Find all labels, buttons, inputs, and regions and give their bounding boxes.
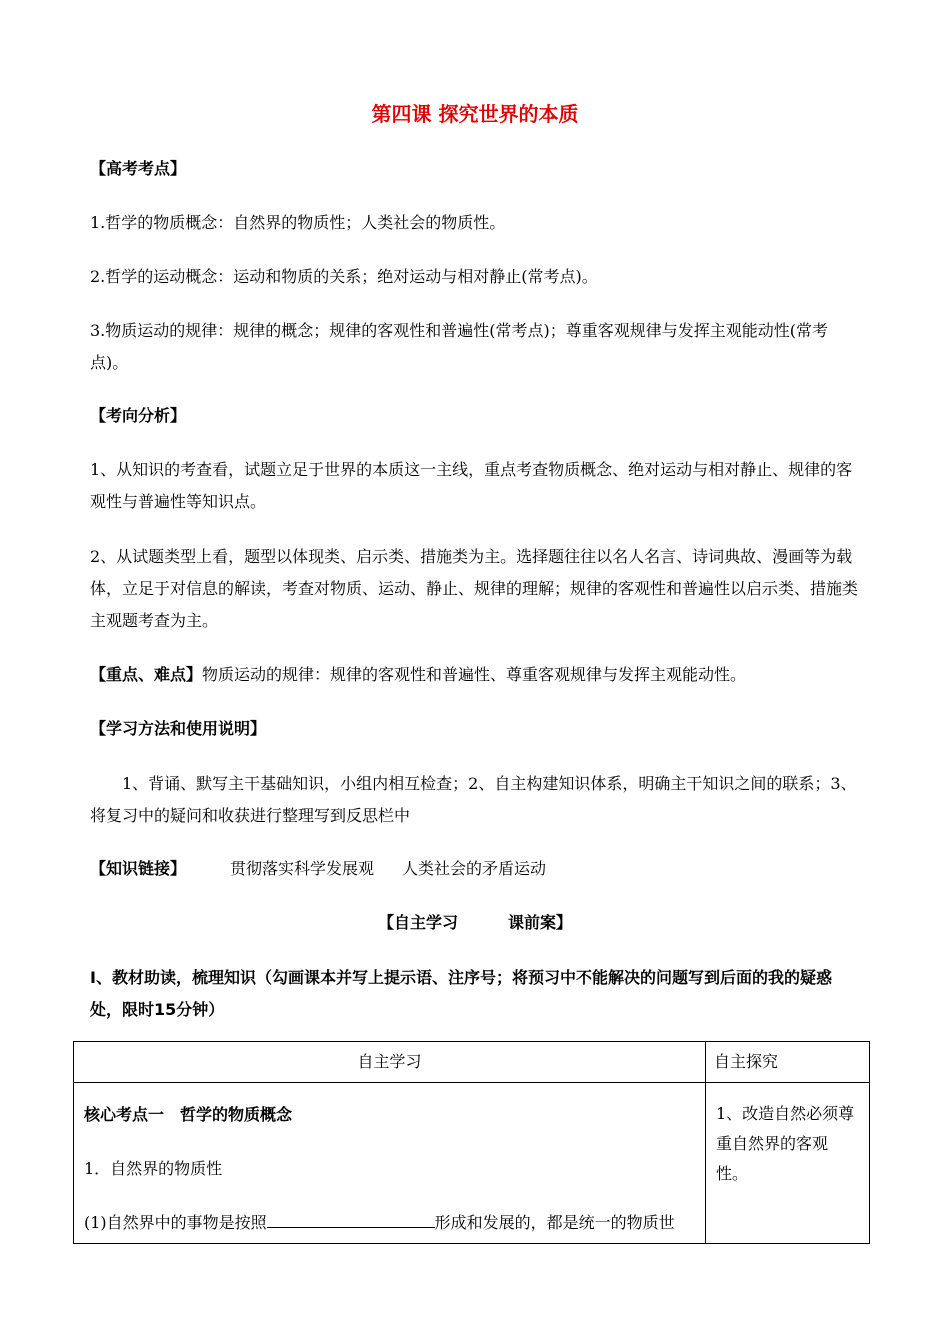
fill-in-blank[interactable] xyxy=(267,1209,435,1228)
analysis-header: 【考向分析】 xyxy=(90,406,187,425)
key-points-label: 【重点、难点】 xyxy=(90,665,203,684)
study-item-2-after: 形成和发展的，都是统一的物质世 xyxy=(434,1213,675,1232)
self-study-cell xyxy=(74,1083,706,1244)
knowledge-link-label: 【知识链接】 xyxy=(90,859,187,878)
study-item-2 xyxy=(84,1207,695,1239)
self-explore-cell xyxy=(706,1083,870,1244)
self-study-heading-left: 【自主学习 xyxy=(377,913,458,932)
self-study-heading xyxy=(0,907,950,939)
explore-text: 1、改造自然必须尊重自然界的客观性。 xyxy=(716,1104,855,1183)
method-header: 【学习方法和使用说明】 xyxy=(90,719,267,738)
knowledge-link-item: 贯彻落实科学发展观 xyxy=(230,859,375,878)
study-item-1: 1．自然界的物质性 xyxy=(84,1159,223,1178)
analysis-2: 2、从试题类型上看，题型以体现类、启示类、措施类为主。选择题往往以名人名言、诗词典故、漫画等为载体，立足于对信息的解读，考查对物质、运动、静止、规律的理解；规律的客观性和普遍性以启示类、措施类主观题考查为主。 xyxy=(90,547,859,630)
table-header-self-explore: 自主探究 xyxy=(706,1042,870,1083)
page-title: 第四课 探究世界的本质 xyxy=(371,102,579,126)
knowledge-link-item: 人类社会的矛盾运动 xyxy=(402,859,547,878)
key-points-text: 物质运动的规律：规律的客观性和普遍性、尊重客观规律与发挥主观能动性。 xyxy=(202,665,747,684)
key-points xyxy=(90,659,860,691)
table-header-self-study: 自主学习 xyxy=(74,1042,706,1083)
exam-points-header: 【高考考点】 xyxy=(90,159,187,178)
method-text: 1、背诵、默写主干基础知识，小组内相互检查；2、自主构建知识体系，明确主干知识之间的联系；3、将复习中的疑问和收获进行整理写到反思栏中 xyxy=(90,774,857,825)
study-instruction: I、教材助读，梳理知识（勾画课本并写上提示语、注序号；将预习中不能解决的问题写到后面的我的疑惑处，限时15分钟） xyxy=(90,968,832,1019)
table-row xyxy=(74,1083,870,1244)
exam-point-1: 1.哲学的物质概念：自然界的物质性；人类社会的物质性。 xyxy=(90,213,506,232)
core-point-title: 核心考点一 哲学的物质概念 xyxy=(84,1105,293,1124)
self-study-heading-right: 课前案】 xyxy=(508,913,573,932)
table-header-row xyxy=(74,1042,870,1083)
exam-point-2: 2.哲学的运动概念：运动和物质的关系；绝对运动与相对静止(常考点)。 xyxy=(90,267,598,286)
knowledge-link xyxy=(90,853,860,885)
exam-point-3: 3.物质运动的规律：规律的概念；规律的客观性和普遍性(常考点)；尊重客观规律与发挥主观能动性(常考点)。 xyxy=(90,321,828,372)
study-table xyxy=(73,1041,870,1244)
study-item-2-before: (1)自然界中的事物是按照 xyxy=(84,1213,267,1232)
analysis-1: 1、从知识的考查看，试题立足于世界的本质这一主线，重点考查物质概念、绝对运动与相对静止、规律的客观性与普遍性等知识点。 xyxy=(90,460,853,511)
